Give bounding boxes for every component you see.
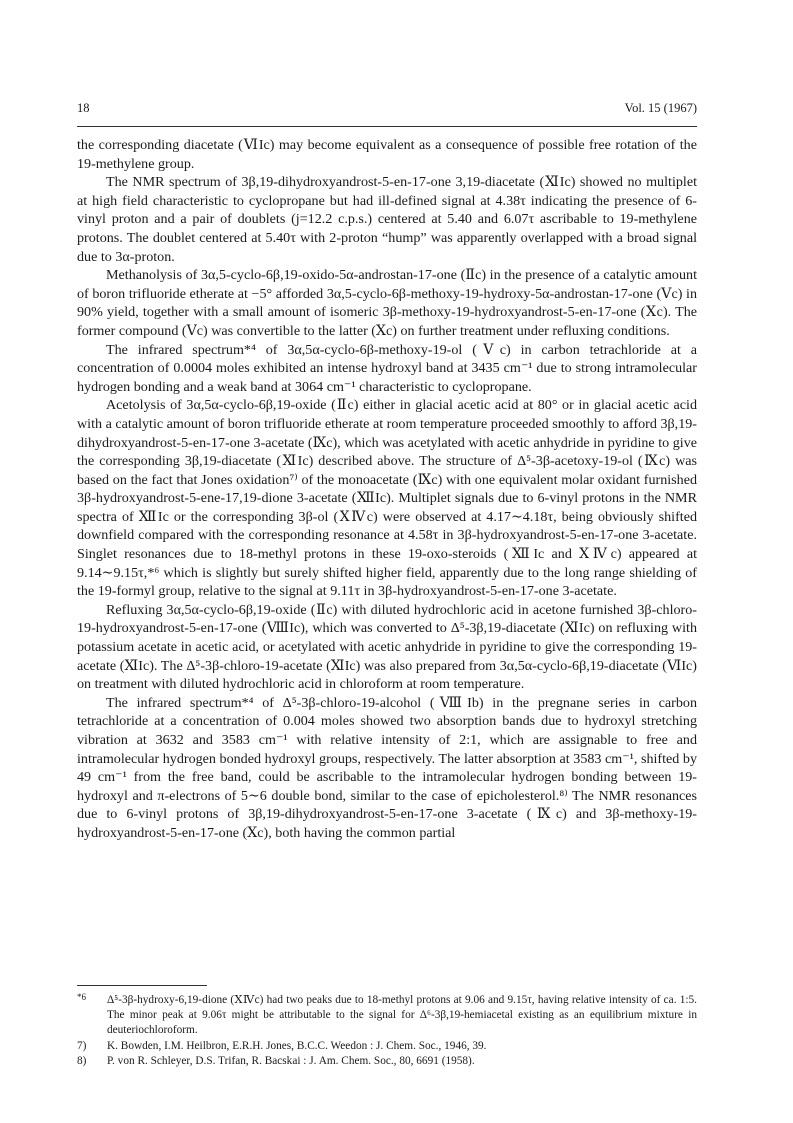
reference-7 (77, 1039, 697, 1054)
reference-number: 8) (77, 1054, 87, 1067)
header-rule (77, 126, 697, 127)
journal-volume: Vol. 15 (1967) (624, 101, 697, 115)
footnote-rule (77, 985, 207, 986)
paragraph-methanolysis: Methanolysis of 3α,5-cyclo-6β,19-oxido-5α-androstan-17-one (Ⅱc) in the presence of a catalytic amount of boron trifluoride etherate at −5° afforded 3α,5-cyclo-6β-methoxy-19-hydroxy-5α-androstan-17-one (Ⅴc) in 90% yield, together with a small amount of isomeric 3β-methoxy-19-hydroxyandrost-5-en-17-one (Ⅹc). The former compound (Ⅴc) was convertible to the latter (Ⅹc) on further treatment under refluxing conditions. (77, 267, 697, 339)
paragraph-infrared-methoxy: The infrared spectrum*⁴ of 3α,5α-cyclo-6β-methoxy-19-ol (Ⅴc) in carbon tetrachloride at a concentration of 0.0004 moles exhibited an intense hydroxyl band at 3435 cm⁻¹ due to strong intramolecular hydrogen bonding and a weak band at 3064 cm⁻¹ characteristic to cyclopropane. (77, 341, 697, 395)
paragraph-infrared-chloro: The infrared spectrum*⁴ of Δ⁵-3β-chloro-19-alcohol (ⅧIb) in the pregnane series in carbon tetrachloride at a concentration of 0.004 moles showed two absorption bands due to hydroxyl stretching vibration at 3632 and 3583 cm⁻¹ with relative intensity of 2:1, which are assignable to free and intramolecular hydrogen bonded hydroxyl groups, respectively. The latter absorption at 3583 cm⁻¹, shifted by 49 cm⁻¹ from the free band, could be ascribable to the intramolecular hydrogen bonding between 19-hydroxyl and π-electrons of 5∼6 double bond, similar to the case of epicholesterol.⁸⁾ The NMR resonances due to 6-vinyl protons of 3β,19-dihydroxyandrost-5-en-17-one 3-acetate (Ⅸc) and 3β-methoxy-19-hydroxyandrost-5-en-17-one (Ⅹc), both having the common partial (77, 694, 697, 841)
footnote-6: *6 Δ⁵-3β-hydroxy-6,19-dione (ⅩⅣc) had two peaks due to 18-methyl protons at 9.06 and 9.15τ, having relative intensity of ca. 1:5. The minor peak at 9.06τ might be attributable to the signal for Δ⁶-3β,19-hemiacetal existing as an equilibrium mixture in deuteriochloroform. (77, 992, 697, 1037)
paragraph-refluxing: Refluxing 3α,5α-cyclo-6β,19-oxide (Ⅱc) with diluted hydrochloric acid in acetone furnished 3β-chloro-19-hydroxyandrost-5-en-17-one (ⅧIc), which was converted to Δ⁵-3β,19-diacetate (ⅪIc) on refluxing with potassium acetate in acetic acid, or acetylated with acetic anhydride in pyridine to give the corresponding 19-acetate (ⅪIc). The Δ⁵-3β-chloro-19-acetate (ⅪIc) was also prepared from 3α,5α-cyclo-6β,19-diacetate (ⅥIc) on treatment with diluted hydrochloric acid in chloroform at room temperature. (77, 601, 697, 693)
footnotes (77, 985, 697, 1069)
footnote-text: Δ⁵-3β-hydroxy-6,19-dione (ⅩⅣc) had two peaks due to 18-methyl protons at 9.06 and 9.15τ, having relative intensity of ca. 1:5. The minor peak at 9.06τ might be attributable to the signal for Δ⁶-3β,19-hemiacetal existing as an equilibrium mixture in deuteriochloroform. (107, 994, 697, 1037)
paragraph-nmr-diacetate: The NMR spectrum of 3β,19-dihydroxyandrost-5-en-17-one 3,19-diacetate (ⅪIc) showed no multiplet at high field characteristic to cyclopropane but had ill-defined signal at 4.38τ indicating the presence of 6-vinyl proton and a pair of doublets (j=12.2 c.p.s.) centered at 5.40 and 6.07τ ascribable to 19-methylene protons. The doublet centered at 5.40τ with 2-proton “hump” was apparently overlapped with a broad signal due to 3α-proton. (77, 174, 697, 265)
reference-text: P. von R. Schleyer, D.S. Trifan, R. Bacskai : J. Am. Chem. Soc., 80, 6691 (1958). (107, 1054, 475, 1067)
body-text (77, 136, 697, 843)
paragraph-continued: the corresponding diacetate (ⅥIc) may become equivalent as a consequence of possible free rotation of the 19-methylene group. (77, 137, 697, 172)
paragraph-acetolysis: Acetolysis of 3α,5α-cyclo-6β,19-oxide (Ⅱc) either in glacial acetic acid at 80° or in glacial acetic acid with a catalytic amount of boron trifluoride etherate at room temperature proceeded smoothly to afford 3β,19-dihydroxyandrost-5-en-17-one 3-acetate (Ⅸc), which was acetylated with acetic anhydride in pyridine to give the corresponding 3β,19-diacetate (ⅪIc) described above. The structure of Δ⁵-3β-acetoxy-19-ol (Ⅸc) was based on the fact that Jones oxidation⁷⁾ of the monoacetate (Ⅸc) with one equivalent molar oxidant furnished 3β-hydroxyandrost-5-ene-17,19-dione 3-acetate (ⅫIc). Multiplet signals due to 6-vinyl protons in the NMR spectra of ⅫIc or the corresponding 3β-ol (ⅩⅣc) were observed at 4.17∼4.18τ, being obviously shifted downfield compared with the corresponding resonance at 4.58τ in 3β-hydroxyandrost-5-en-17-one 3-acetate. Singlet resonances due to 18-methyl protons in these 19-oxo-steroids (ⅫIc and ⅩⅣc) appeared at 9.14∼9.15τ,*⁶ which is slightly but surely shifted higher field, apparently due to the long range shielding of the 19-formyl group, relative to the signal at 9.11τ in 3β-hydroxyandrost-5-en-17-one 3-acetate. (77, 397, 697, 600)
reference-text: K. Bowden, I.M. Heilbron, E.R.H. Jones, B.C.C. Weedon : J. Chem. Soc., 1946, 39. (107, 1039, 487, 1052)
page-number: 18 (77, 101, 90, 115)
reference-8 (77, 1054, 697, 1069)
running-header (77, 101, 697, 119)
reference-number: 7) (77, 1039, 87, 1052)
